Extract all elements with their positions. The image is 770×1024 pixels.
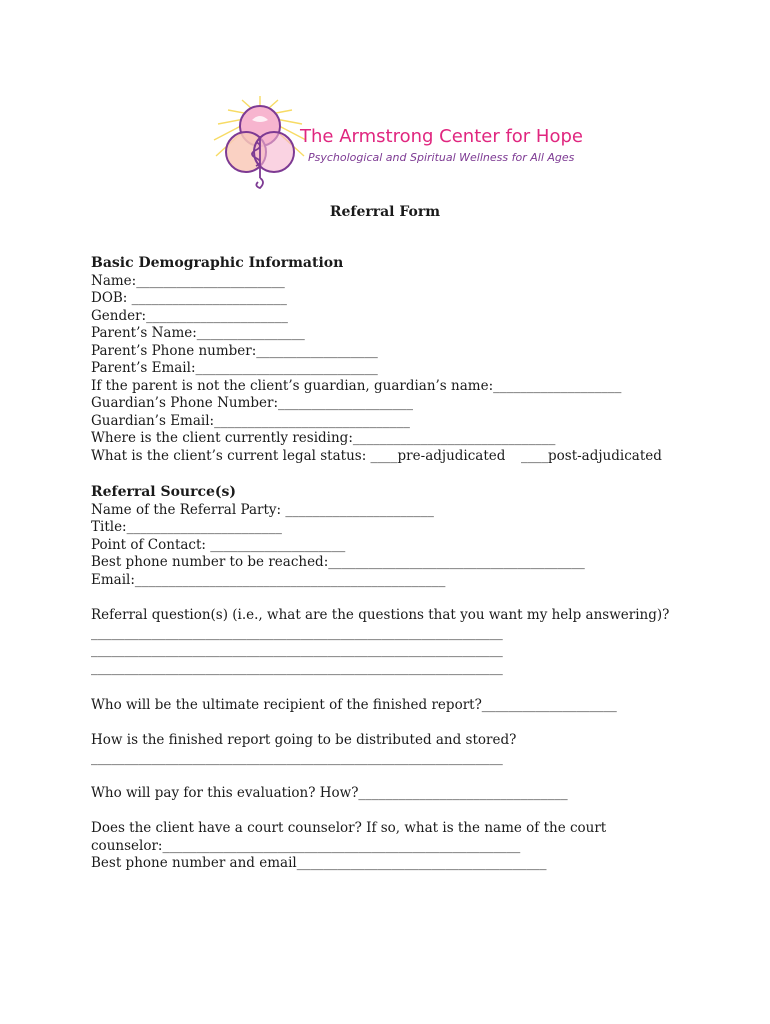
recipient-field[interactable]: Who will be the ultimate recipient of the finished report?____________________	[91, 697, 617, 713]
basic-heading: Basic Demographic Information	[91, 255, 344, 271]
counselor-contact-field[interactable]: Best phone number and email_____________________________________	[91, 855, 547, 871]
brand-subtitle: Psychological and Spiritual Wellness for All Ages	[308, 151, 575, 164]
post-adjudicated-option[interactable]: ____post-adjudicated	[521, 447, 662, 464]
recipient-section	[91, 697, 617, 715]
referral-source-section	[91, 484, 585, 589]
distribution-section	[91, 732, 516, 767]
referral-answer-line-2[interactable]: _____________________________________________________________	[91, 642, 503, 658]
legal-status-row	[91, 448, 662, 466]
pre-adjudicated-option[interactable]: What is the client’s current legal status: ____pre-adjudicated	[91, 447, 506, 464]
guardian-phone-field[interactable]: Guardian’s Phone Number:____________________	[91, 395, 414, 411]
referral-question-label: Referral question(s) (i.e., what are the questions that you want my help answering)?	[91, 607, 670, 623]
payment-field[interactable]: Who will pay for this evaluation? How?_______________________________	[91, 785, 568, 801]
basic-demographic-section	[91, 255, 662, 465]
residing-field[interactable]: Where is the client currently residing:______________________________	[91, 430, 556, 446]
distribution-answer-line[interactable]: _____________________________________________________________	[91, 749, 503, 766]
gender-field[interactable]: Gender:_____________________	[91, 307, 288, 324]
referral-answer-line-1[interactable]: _____________________________________________________________	[91, 624, 503, 641]
distribution-label: How is the finished report going to be distributed and stored?	[91, 732, 517, 748]
counselor-name-field[interactable]: counselor:_____________________________________________________	[91, 837, 521, 854]
guardian-email-field[interactable]: Guardian’s Email:_____________________________	[91, 412, 410, 429]
referral-answer-line-3[interactable]: _____________________________________________________________	[91, 659, 503, 676]
referral-phone-field[interactable]: Best phone number to be reached:______________________________________	[91, 554, 585, 570]
court-counselor-section	[91, 820, 606, 873]
referral-party-field[interactable]: Name of the Referral Party: ______________________	[91, 501, 434, 518]
dob-field[interactable]: DOB: _______________________	[91, 290, 287, 306]
form-title: Referral Form	[329, 204, 441, 220]
payment-section	[91, 785, 568, 803]
counselor-question-label: Does the client have a court counselor? If so, what is the name of the court	[91, 820, 607, 836]
referral-email-field[interactable]: Email:______________________________________________	[91, 571, 446, 588]
brand-title: The Armstrong Center for Hope	[300, 126, 583, 147]
parent-name-field[interactable]: Parent’s Name:________________	[91, 325, 305, 341]
parent-phone-field[interactable]: Parent’s Phone number:__________________	[91, 342, 378, 359]
parent-email-field[interactable]: Parent’s Email:___________________________	[91, 360, 378, 376]
point-of-contact-field[interactable]: Point of Contact: ____________________	[91, 536, 346, 553]
referral-heading: Referral Source(s)	[91, 484, 237, 500]
name-field[interactable]: Name:______________________	[91, 272, 285, 289]
referral-questions-section	[91, 607, 669, 677]
guardian-name-field[interactable]: If the parent is not the client’s guardian, guardian’s name:___________________	[91, 377, 622, 394]
referral-title-field[interactable]: Title:_______________________	[91, 519, 282, 535]
